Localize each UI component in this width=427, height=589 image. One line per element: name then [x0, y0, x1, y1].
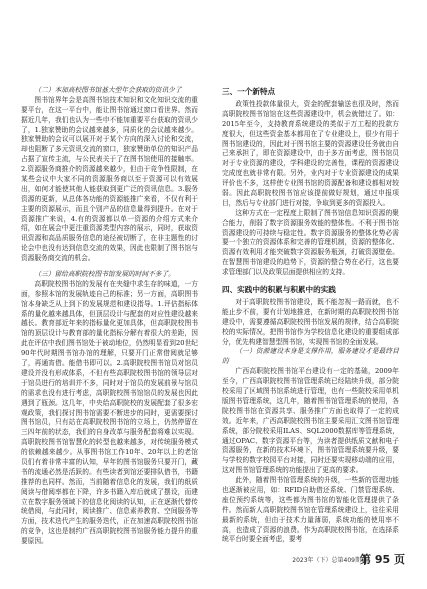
issue-label: 2023年（下）总第409期: [292, 557, 361, 564]
paragraph-4: 这种方式在一定程度上限制了图书馆信息知识资源的聚合能力，削弱了数字资源服务效能的整体性。不利于图书馆资源建设的可持续与稳定性。数字资源服务的整体化势必需要一个独立的资源体系和完善的管理机制，资源的整体化、资源有效利用才能突破数字资源服务瓶颈，打破资源壁垒。在智慧图书馆建设的趋势下，资源的整合势在必行，这也要求管理部门以及政策层面提供相应的支持。: [222, 208, 399, 277]
subsection-title-2: （二）本加高校图书馆基大型年会获取的资讯少了: [34, 86, 182, 94]
paragraph-6: 广西高职院校图书馆平台建设有一定的基础，2009年至今，广西高职院校图书馆管理系统已经陆续升级，部分院校采用了区域图书馆系统进行管理，也有一些院校采用单机版图书管理系统，这几年，随着图书馆管理系统的使用，各院校图书馆在资源共享、服务推广方面也取得了一定的成效。近年来，广西高职院校图书馆主要采用汇文图书馆管理系统，部分院校采用ILAS、SQL2000数据库等管理系统，通过OPAC、数字资源平台等，为读者提供纸质文献和电子资源服务，在新的技术环境下，图书馆管理系统要升级，要与学校的数字校园平台对接，同时还要实现移动端的应用，这对图书馆管理系统的功能提出了更高的要求。: [222, 367, 399, 475]
page-footer: [0, 551, 427, 571]
paragraph-2: 高职院校图书馆的发展有在夹缝中求生存的味道，一方面，参照本馆的发展轨迹自己的标准；另一方面，高职图书馆本身缺乏从上到下的发展规范和建设指导。1.评估指标体系的量化越来越具体，但顶层设计与配套的对应性建设越来越长。教育部近年来的指标量化更加具体，但高职院校图书馆的顶层设计与教育部的量化指标分解有着很大的差距，因此在评估中我们图书馆处于被动地位，仍然明显看到20世纪90年代时期图书馆办馆的理解，只要开门正常借阅就足够了，再通宵借。能借书即可以。2.高职院校图书馆员对馆员建设并没有形成体系，不但有些高职院校图书馆的领导层对于馆员进行的培训并不多，同时对于馆员的发展前景与馆员的需求也没有进行考虑，高职院校图书馆馆员的发展也因此遇到了瓶颈。这几年，中央给高职院校的发展配套了很多宏观政策，我们探讨图书馆需要不断进步的同时，更需要探讨图书馆员，只有站在高职院校图书馆的立场上，仍然停留在三四年前的状态，我们的自身改革与服务配套将难以实现。高职院校图书馆智慧化的转型也越来越多，对传统服务模式的依赖越来越少。从事图书馆工作10年、20年以上的老馆员们有着非常丰富的认知，早年的图书馆服务只要开门，藏书的流通必然是活跃的。有些读者到馆还要排队借书，书籍推荐的也同样。然而，当前随着信息化的发展，我们的纸质阅读与借阅率都在下降，许多书籍入库后就成了摆设，而建立在数字服务领域下的信息化阅读的认知，正在逐渐代替传统借阅，与此同时，阅读推广、信息素养教育、空间服务等方面，技术迭代产生的服务迭代，正在加速高职院校图书馆的竞争，这也是制约广西高职院校图书馆服务能力提升的重要原因。: [21, 279, 198, 546]
paragraph-5: 对于高职院校图书馆建设，既不能忽视一路而就，也不能止步不前，要有计划地推进，在新时期的高职院校图书馆建设中，需要遵循高职院校图书馆发展的规律，结合高职院校的实际情况，把图书馆作为学校信息化建设的重要组成部分，优先构建智慧型图书馆，实现图书馆的全面发展。: [222, 298, 399, 346]
section-title-4: 四、实践中的积累与积累中的实践: [222, 285, 336, 295]
right-column: [222, 86, 399, 545]
paragraph-3: 政策性投款体量很大，资金的配套输送也很及时，然而高职院校图书馆馆在这些资源建设中，机会就错过了。如：2015年至今，支持教育系统建设的类似于万工程的投款方度很大，但这些资金基本都用在了专业建设上，很少有用于图书馆建设的，因此对于图书馆主要的资源建设任务就由自己来承担了，即在资源建设中，由于多方面考虑，图书馆员对于专业资源的建设，学科建设的完善性，课程的资源建设完成度也就非常有限。另外，业内对于专业资源建设的成果评价也不多，这样使专业图书馆的资源配备和建设都相对较弱。因此高职院校图书馆应该提前做好规划，通过申报项目，然后与专业部门进行对接，争取到更多的资源投入。: [222, 100, 399, 207]
page-number: 第 95 页: [360, 553, 405, 566]
left-column: [21, 86, 198, 547]
subsection-title-3: （三）留给高职院校图书馆发展的时间不多了。: [34, 270, 175, 279]
paragraph-7: 此外，随着图书馆管理系统的升级，一些新的管理功能也逐渐被应用，如：RFID自助借还系统、门禁管理系统、座位预约系统等，这些都为图书馆的智能化管理提供了条件。然而新人高职院校图书馆在管理系统建设上，往往采用最新的系统，但由于技术力量薄弱，系统功能的使用率不高，也造成了资源的浪费。作为高职院校图书馆，在选择系统平台时要全面考虑，要考: [222, 476, 399, 544]
paragraph-1: 图书馆界年会是高图书馆技术知识和文化知识交流的重要平台，在这一平台中，能让图书馆通过窗口看世界。然而据近几年，我们也认为一些申不能加重要平台获取的资讯少了，1.独家赞助的会议越来越多，同质化的会议越来越少。独家赞助的会议可以展开对于某个方向的深入讨论和交流，却也阻断了多元资讯交流的窗口，独家赞助单位的知识产品占据了宣传主流，与公民表关于了在图书馆使用的接触率。2.资源服务商推介的资源越来越少，但由于竞争性限制，在某些会议中大家不同的资源服务商以至于资源可以有效展出，如何才能使其他人能获取到更广泛的资讯信息。3.服务资源的更新，从总体各功能的资源能推广来看，不仅有利于主要的资源展示，而且个别产品的信息量得到提升。在对于资源推广来说，4.有的资源都以单一资源的介绍方式来介绍，如在展会中更注重资源类型内容的展示，同时，获取资讯资源和高品质服务信息的途径被切断了，在非主题性的讨论会中也没有达到信息交流的效果，因此也限制了图书馆与资源服务商交流的机会。: [21, 95, 198, 263]
section-title-3: 三、一个新特点: [222, 87, 276, 96]
subsection-title-4-1: （一）资源建设本身是支撑作用，服务建设才是最终目的: [222, 347, 399, 366]
